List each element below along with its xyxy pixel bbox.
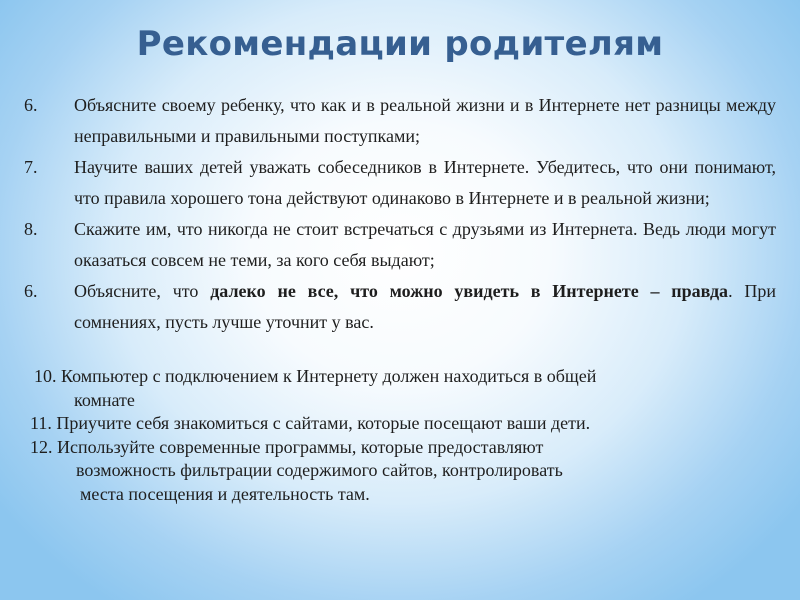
item-line: 11. Приучите себя знакомиться с сайтами, которые посещают ваши дети. (30, 413, 591, 433)
item-line: 10. Компьютер с подключением к Интернету должен находиться в общей (34, 366, 597, 386)
list-item (24, 90, 776, 152)
recommendations-list (24, 90, 776, 338)
list-item (24, 436, 776, 507)
item-number: 6. (24, 281, 38, 301)
item-number: 7. (24, 157, 38, 177)
item-text-prefix: Объясните, что (74, 281, 211, 301)
item-text-suffix: . При сомнениях, пусть лучше уточнит у вас. (74, 281, 776, 332)
item-number: 6. (24, 95, 38, 115)
item-text: Скажите им, что никогда не стоит встречаться с друзьями из Интернета. Ведь люди могут оказаться совсем не теми, за кого себя выдают; (74, 219, 776, 270)
item-text-bold: далеко не все, что можно увидеть в Интернете – правда (210, 281, 729, 301)
list-item (24, 412, 776, 436)
list-item (24, 276, 776, 338)
list-item (24, 214, 776, 276)
list-item (24, 365, 776, 412)
item-text: Научите ваших детей уважать собеседников в Интернете. Убедитесь, что они понимают, что правила хорошего тона действуют одинаково в Интернете и в реальной жизни; (74, 157, 776, 208)
item-line: места посещения и деятельность там. (80, 483, 370, 504)
recommendations-list-continued (24, 365, 776, 506)
list-item (24, 152, 776, 214)
slide-title: Рекомендации родителям (136, 24, 664, 64)
item-line: 12. Используйте современные программы, которые предоставляют (30, 436, 544, 457)
item-line: возможность фильтрации содержимого сайтов, контролировать (76, 460, 563, 480)
item-line: комнате (74, 389, 135, 410)
item-text: Объясните своему ребенку, что как и в реальной жизни и в Интернете нет разницы между неправильными и правильными поступками; (74, 95, 776, 146)
item-number: 8. (24, 219, 38, 239)
